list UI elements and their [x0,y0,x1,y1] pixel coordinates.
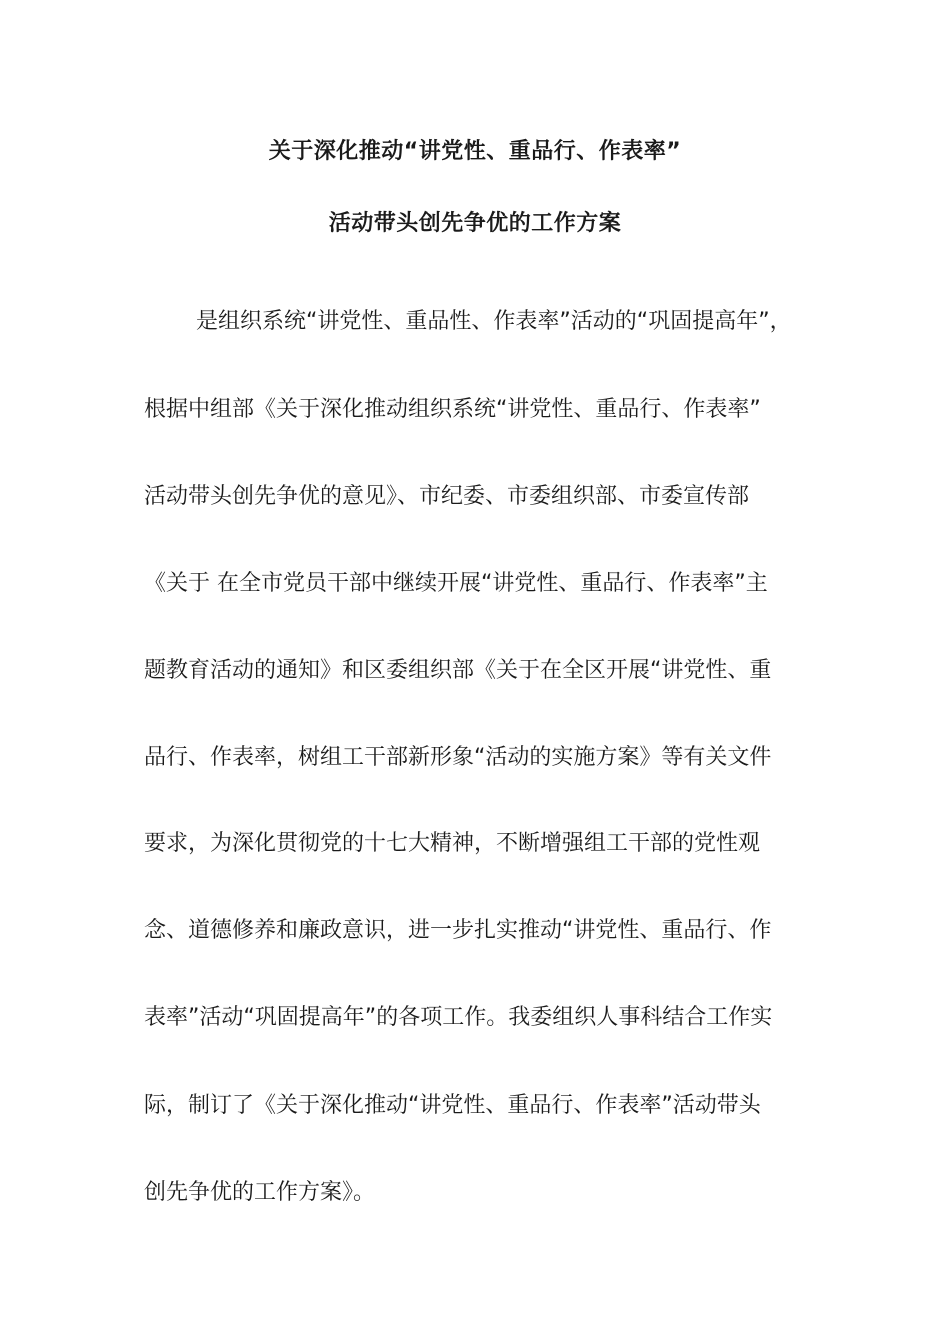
paragraph-line-7: 要求，为深化贯彻党的十七大精神，不断增强组工干部的党性观 [144,831,761,856]
document-title-line-1: 关于深化推动“讲党性、重品行、作表率” [268,139,682,164]
paragraph-line-9: 表率”活动“巩固提高年”的各项工作。我委组织人事科结合工作实 [144,1005,773,1030]
paragraph-line-4: 《关于 在全市党员干部中继续开展“讲党性、重品行、作表率”主 [144,571,768,596]
document-title-line-2: 活动带头创先争优的工作方案 [328,211,622,236]
paragraph-line-5: 题教育活动的通知》和区委组织部《关于在全区开展“讲党性、重 [144,658,772,683]
paragraph-line-2: 根据中组部《关于深化推动组织系统“讲党性、重品行、作表率” [144,397,761,422]
paragraph-line-3: 活动带头创先争优的意见》、市纪委、市委组织部、市委宣传部 [144,484,750,509]
paragraph-line-8: 念、道德修养和廉政意识，进一步扎实推动“讲党性、重品行、作 [144,918,772,943]
paragraph-line-6: 品行、作表率，树组工干部新形象“活动的实施方案》等有关文件 [144,745,772,770]
paragraph-line-11: 创先争优的工作方案》。 [144,1180,376,1205]
paragraph-line-1: 是组织系统“讲党性、重品性、作表率”活动的“巩固提高年”， [196,309,792,334]
paragraph-line-10: 际，制订了《关于深化推动“讲党性、重品行、作表率”活动带头 [144,1093,761,1118]
